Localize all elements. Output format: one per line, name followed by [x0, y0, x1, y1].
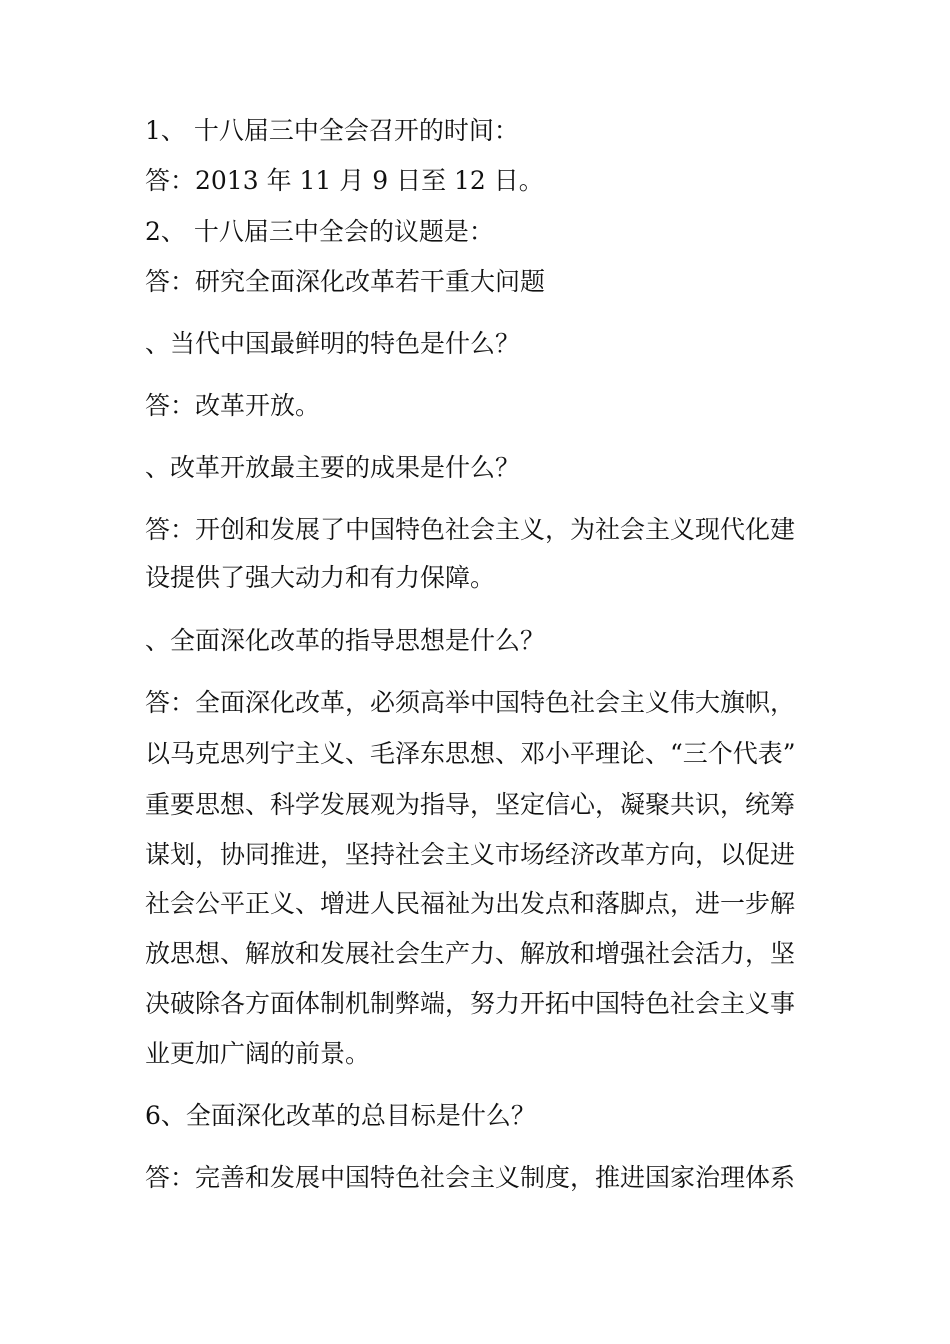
question-5: 、全面深化改革的指导思想是什么？	[145, 626, 546, 655]
answer-4-line-2: 设提供了强大动力和有力保障。	[145, 563, 496, 592]
answer-1: 答：2013 年 11 月 9 日至 12 日。	[145, 166, 544, 195]
answer-5-line-1: 答：全面深化改革，必须高举中国特色社会主义伟大旗帜，	[145, 688, 796, 717]
answer-4-line-1: 答：开创和发展了中国特色社会主义，为社会主义现代化建	[145, 515, 796, 544]
answer-6-line-1: 答：完善和发展中国特色社会主义制度，推进国家治理体系	[145, 1163, 796, 1192]
answer-5-line-6: 放思想、解放和发展社会生产力、解放和增强社会活力，坚	[145, 939, 796, 968]
answer-5-line-5: 社会公平正义、增进人民福祉为出发点和落脚点，进一步解	[145, 889, 796, 918]
question-6: 6、全面深化改革的总目标是什么？	[145, 1101, 536, 1130]
answer-5-line-2: 以马克思列宁主义、毛泽东思想、邓小平理论、“三个代表”	[145, 739, 796, 768]
question-4: 、改革开放最主要的成果是什么？	[145, 453, 521, 482]
answer-5-line-8: 业更加广阔的前景。	[145, 1039, 371, 1068]
answer-5-line-3: 重要思想、科学发展观为指导，坚定信心，凝聚共识，统筹	[145, 790, 796, 819]
question-3: 、当代中国最鲜明的特色是什么？	[145, 329, 521, 358]
question-2: 2、 十八届三中全会的议题是：	[145, 217, 494, 246]
answer-2: 答：研究全面深化改革若干重大问题	[145, 267, 546, 296]
question-1: 1、 十八届三中全会召开的时间：	[145, 116, 519, 145]
answer-5-line-7: 决破除各方面体制机制弊端，努力开拓中国特色社会主义事	[145, 989, 796, 1018]
answer-3: 答：改革开放。	[145, 391, 321, 420]
answer-5-line-4: 谋划，协同推进，坚持社会主义市场经济改革方向，以促进	[145, 840, 796, 869]
